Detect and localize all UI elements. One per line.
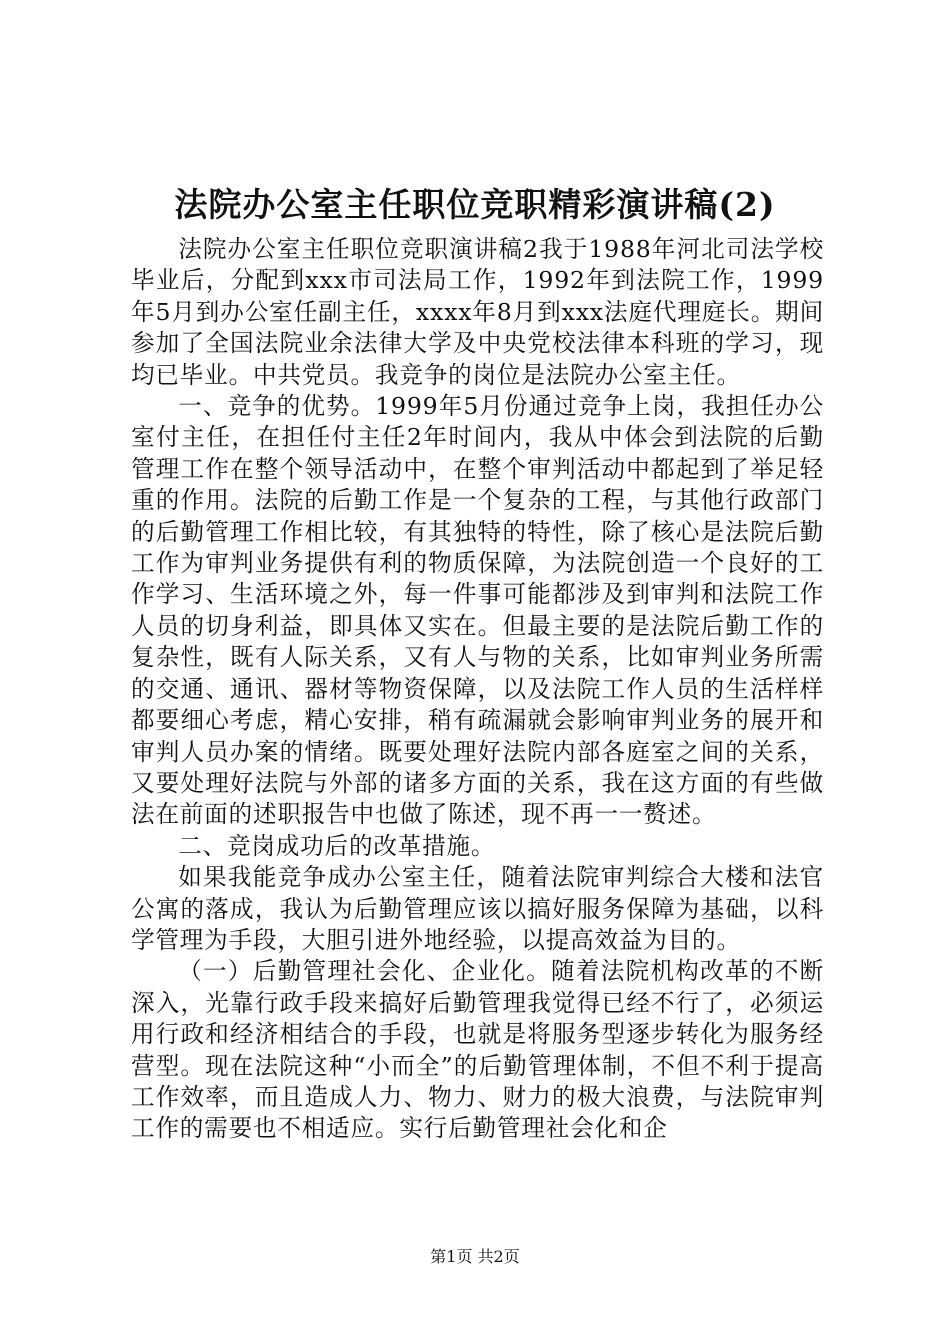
paragraph-advantages: 一、竞争的优势。1999年5月份通过竞争上岗，我担任办公室付主任，在担任付主任2年时间内，我从中体会到法院的后勤管理工作在整个领导活动中，在整个审判活动中都起到了举足轻重的作用。法院的后勤工作是一个复杂的工程，与其他行政部门的后勤管理工作相比较，有其独特的特性，除了核心是法院后勤工作为审判业务提供有利的物质保障，为法院创造一个良好的工作学习、生活环境之外，每一件事可能都涉及到审判和法院工作人员的切身利益，即具体又实在。但最主要的是法院后勤工作的复杂性，既有人际关系，又有人与物的关系，比如审判业务所需的交通、通讯、器材等物资保障，以及法院工作人员的生活样样都要细心考虑，精心安排，稍有疏漏就会影响审判业务的展开和审判人员办案的情绪。既要处理好法院内部各庭室之间的关系，又要处理好法院与外部的诸多方面的关系，我在这方面的有些做法在前面的述职报告中也做了陈述，现不再一一赘述。: [131, 392, 824, 829]
document-body: [131, 234, 824, 1145]
document-title: 法院办公室主任职位竞职精彩演讲稿(2): [174, 185, 776, 224]
paragraph-socialization: （一）后勤管理社会化、企业化。随着法院机构改革的不断深入，光靠行政手段来搞好后勤管理我觉得已经不行了，必须运用行政和经济相结合的手段，也就是将服务型逐步转化为服务经营型。现在法院这种“小而全”的后勤管理体制，不但不利于提高工作效率，而且造成人力、物力、财力的极大浪费，与法院审判工作的需要也不相适应。实行后勤管理社会化和企: [131, 957, 824, 1143]
page-footer: 第1页 共2页: [430, 1247, 520, 1266]
paragraph-reform-heading: 二、竞岗成功后的改革措施。: [178, 831, 496, 860]
paragraph-reform-intro: 如果我能竞争成办公室主任，随着法院审判综合大楼和法官公寓的落成，我认为后勤管理应该以搞好服务保障为基础，以科学管理为手段，大胆引进外地经验，以提高效益为目的。: [131, 863, 824, 954]
paragraph-intro: 法院办公室主任职位竞职演讲稿2我于1988年河北司法学校毕业后，分配到xxx市司法局工作，1992年到法院工作，1999年5月到办公室任副主任，xxxx年8月到xxx法庭代理庭长。期间参加了全国法院业余法律大学及中央党校法律本科班的学习，现均已毕业。中共党员。我竞争的岗位是法院办公室主任。: [131, 235, 824, 389]
